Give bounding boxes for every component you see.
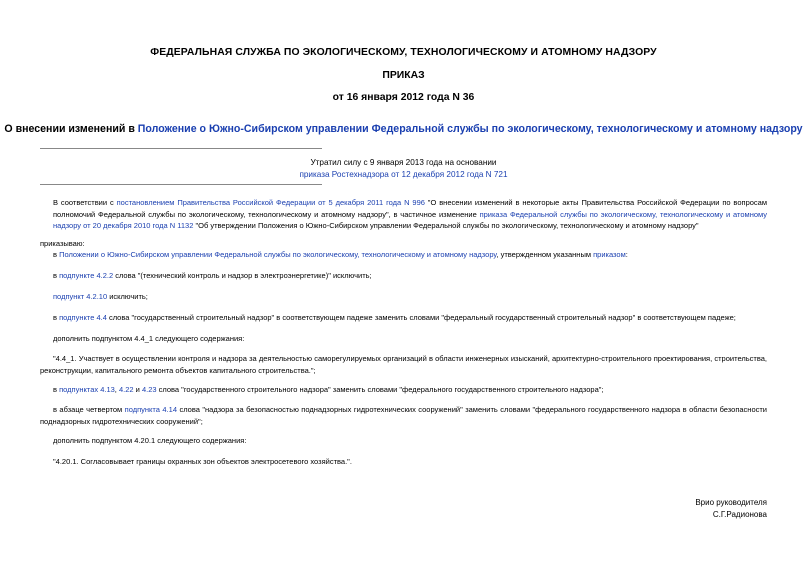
document-date: от 16 января 2012 года N 36 (332, 92, 475, 103)
status-note (0, 157, 807, 181)
link-4-2-2[interactable]: подпункте 4.2.2 (59, 271, 114, 280)
link-4-2-10[interactable]: подпункт 4.2.10 (53, 292, 108, 301)
signature-name: С.Г.Радионова (712, 510, 767, 519)
item-add-4-4-1: дополнить подпунктом 4.4_1 следующего содержания: (53, 334, 245, 343)
item-add-4-20-1: дополнить подпунктом 4.20.1 следующего содержания: (53, 436, 247, 445)
status-note-text: Утратил силу с 9 января 2013 года на основании (310, 158, 497, 167)
divider-top (40, 148, 322, 149)
preamble-link-decree[interactable]: постановлением Правительства Российской Федерации от 5 декабря 2011 года N 996 (116, 198, 425, 207)
document-subject (0, 123, 807, 135)
preamble-link-order[interactable]: приказа Федеральной службы по экологическому, технологическому и атомному надзору от 20 декабря 2010 года N 1132 (53, 209, 767, 230)
link-4-4[interactable]: подпункте 4.4 (59, 313, 107, 322)
link-4-23[interactable]: 4.23 (141, 385, 157, 394)
item-4-20-1-text: "4.20.1. Согласовывает границы охранных зон объектов электросетевого хозяйства.". (53, 457, 352, 466)
link-4-14[interactable]: подпункта 4.14 (124, 405, 177, 414)
status-note-link[interactable]: приказа Ростехнадзора от 12 декабря 2012 года N 721 (299, 170, 508, 179)
document-type: ПРИКАЗ (382, 70, 425, 81)
item-4-4: в подпункте 4.4 слова "государственный строительный надзор" в соответствующем падеже заменить словами "федеральный государственный строительный надзор" в соответствующем падеже; (53, 313, 736, 322)
item-regulation-link[interactable]: Положении о Южно-Сибирском управлении Федеральной службы по экологическому, технологическому и атомному надзору (59, 250, 497, 259)
item-4-2-10: подпункт 4.2.10 исключить; (53, 292, 148, 301)
link-4-13[interactable]: подпунктах 4.13 (59, 385, 115, 394)
signature-block (695, 497, 767, 521)
item-regulation-order-link[interactable]: приказом (593, 250, 626, 259)
link-4-22[interactable]: 4.22 (118, 385, 134, 394)
item-4-4-1-text: "4.4_1. Участвует в осуществлении контроля и надзора за деятельностью саморегулируемых организаций в области инженерных изысканий, архитектурно-строительного проектирования, строительства, реконструкции, капитального ремонта объектов капитального строительства."; (40, 354, 767, 375)
subject-prefix: О внесении изменений в (4, 123, 138, 135)
item-regulation: в Положении о Южно-Сибирском управлении Федеральной службы по экологическому, технологическому и атомному надзору, утвержденном указанным приказом: (53, 250, 628, 259)
order-word: приказываю: (40, 239, 85, 248)
item-4-13: в подпунктах 4.13, 4.22 и 4.23 слова "государственного строительного надзора" заменить словами "федерального государственного строительного надзора"; (53, 385, 604, 394)
subject-link[interactable]: Положение о Южно-Сибирском управлении Федеральной службы по экологическому, технологическому и атомному надзору (137, 123, 803, 135)
preamble-paragraph: В соответствии с постановлением Правительства Российской Федерации от 5 декабря 2011 года N 996 "О внесении изменений в некоторые акты Правительства Российской Федерации по вопросам полномочий Федеральной службы по экологическому, технологическому и атомному надзору", в частичное изменение приказа Федеральной службы по экологическому, технологическому и атомному надзору от 20 декабря 2010 года N 1132 "Об утверждении Положения о Южно-Сибирском управлении Федеральной службы по экологическому, технологическому и атомному надзору" (53, 198, 767, 230)
item-4-2-2: в подпункте 4.2.2 слова "(технический контроль и надзор в электроэнергетике)" исключить; (53, 271, 372, 280)
organization-title: ФЕДЕРАЛЬНАЯ СЛУЖБА ПО ЭКОЛОГИЧЕСКОМУ, ТЕХНОЛОГИЧЕСКОМУ И АТОМНОМУ НАДЗОРУ (150, 47, 657, 58)
item-4-14: в абзаце четвертом подпункта 4.14 слова "надзора за безопасностью поднадзорных гидротехнических сооружений" заменить словами "федерального государственного надзора в области безопасности поднадзорных гидротехнических сооружений"; (40, 405, 767, 426)
signature-position: Врио руководителя (695, 498, 767, 507)
divider-bottom (40, 184, 322, 185)
